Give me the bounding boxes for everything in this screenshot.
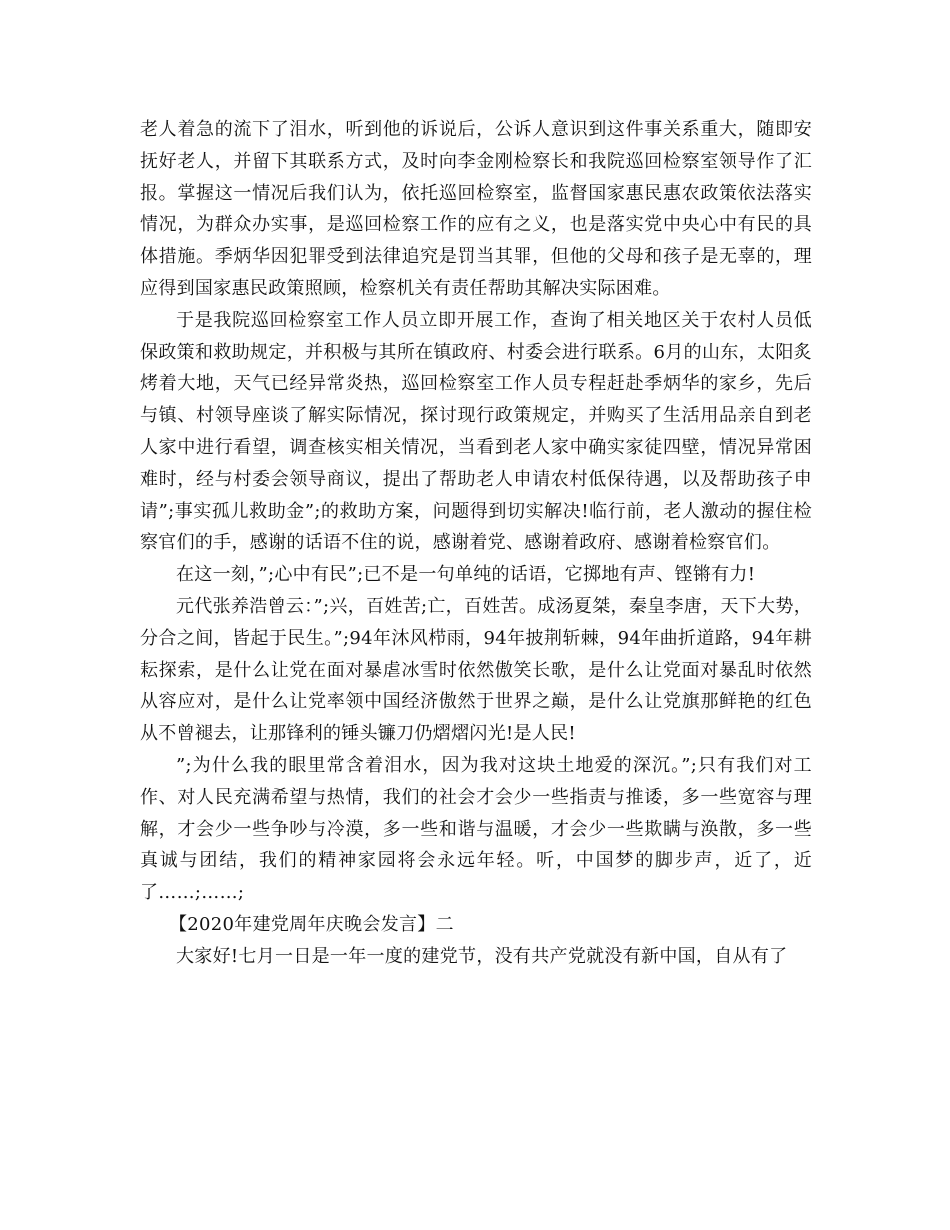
paragraph-3: 在这一刻，”;心中有民”;已不是一句单纯的话语，它掷地有声、铿锵有力! (176, 564, 756, 586)
paragraph-2: 于是我院巡回检察室工作人员立即开展工作，查询了相关地区关于农村人员低保政策和救助规定，并积极与其所在镇政府、村委会进行联系。6月的山东，太阳炙烤着大地，天气已经异常炎热，巡回检察室工作人员专程赶赴季炳华的家乡，先后与镇、村领导座谈了解实际情况，探讨现行政策规定，并购买了生活用品亲自到老人家中进行看望，调查核实相关情况，当看到老人家中确实家徒四壁，情况异常困难时，经与村委会领导商议，提出了帮助老人申请农村低保待遇，以及帮助孩子申请”;事实孤儿救助金”;的救助方案，问题得到切实解决!临行前，老人激动的握住检察官们的手，感谢的话语不住的说，感谢着党、感谢着政府、感谢着检察官们。 (140, 309, 812, 554)
document-body (140, 114, 812, 973)
section-heading: 【2020年建党周年庆晚会发言】二 (169, 913, 454, 935)
paragraph-5: ”;为什么我的眼里常含着泪水，因为我对这块土地爱的深沉。”;只有我们对工作、对人民充满希望与热情，我们的社会才会少一些指责与推诿，多一些宽容与理解，才会少一些争吵与冷漠，多一些和谐与温暖，才会少一些欺瞒与涣散，多一些真诚与团结，我们的精神家园将会永远年轻。听，中国梦的脚步声，近了，近了……;……; (140, 754, 812, 904)
closing-paragraph: 大家好!七月一日是一年一度的建党节，没有共产党就没有新中国，自从有了 (176, 945, 788, 967)
paragraph-4: 元代张养浩曾云：”;兴，百姓苦;亡，百姓苦。成汤夏桀，秦皇李唐，天下大势，分合之间，皆起于民生。”;94年沐风栉雨，94年披荆斩棘，94年曲折道路，94年耕耘探索，是什么让党在面对暴虐冰雪时依然傲笑长歌，是什么让党面对暴乱时依然从容应对，是什么让党率领中国经济傲然于世界之巅，是什么让党旗那鲜艳的红色从不曾褪去，让那锋利的锤头镰刀仍熠熠闪光!是人民! (140, 595, 812, 745)
paragraph-1: 老人着急的流下了泪水，听到他的诉说后，公诉人意识到这件事关系重大，随即安抚好老人，并留下其联系方式，及时向李金刚检察长和我院巡回检察室领导作了汇报。掌握这一情况后我们认为，依托巡回检察室，监督国家惠民惠农政策依法落实情况，为群众办实事，是巡回检察工作的应有之义，也是落实党中央心中有民的具体措施。季炳华因犯罪受到法律追究是罚当其罪，但他的父母和孩子是无辜的，理应得到国家惠民政策照顾，检察机关有责任帮助其解决实际困难。 (140, 119, 812, 299)
